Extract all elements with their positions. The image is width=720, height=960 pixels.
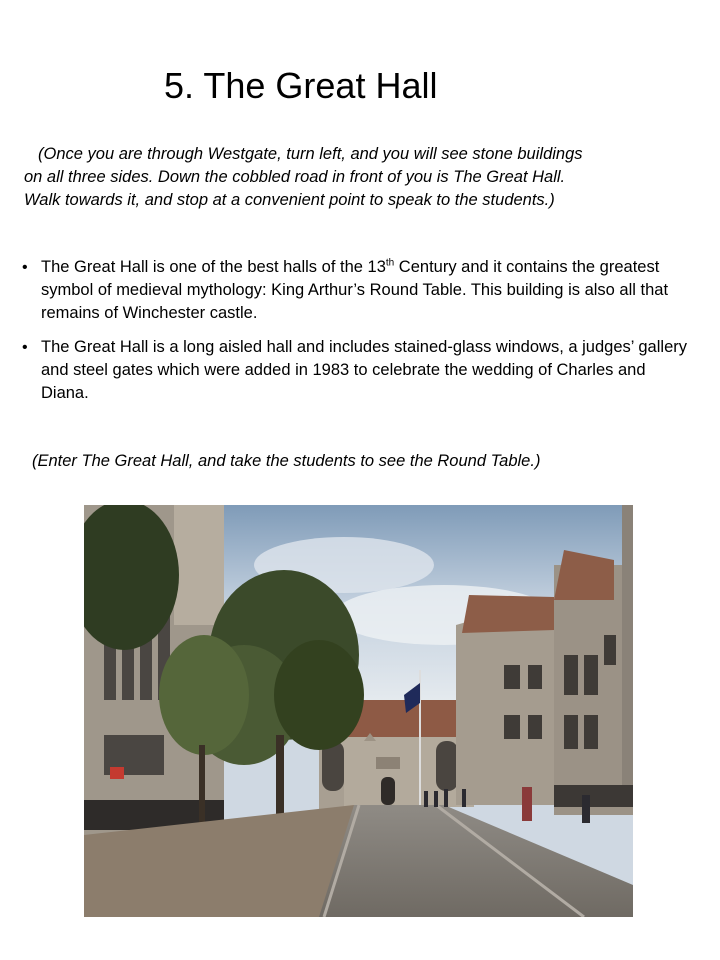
- direction-note: (Enter The Great Hall, and take the students to see the Round Table.): [32, 452, 541, 470]
- list-item: [22, 336, 694, 405]
- bullet-icon: •: [22, 339, 28, 356]
- great-hall-photo: [84, 505, 633, 917]
- photo-illustration: [84, 505, 633, 917]
- fact-text-part-1: The Great Hall is one of the best halls of the 13: [41, 258, 386, 276]
- ordinal-suffix: th: [385, 257, 395, 269]
- list-item: [22, 256, 694, 325]
- window: [436, 741, 458, 791]
- bullet-icon: •: [22, 259, 28, 276]
- fact-text: The Great Hall is a long aisled hall and includes stained-glass windows, a judges’ gallery and steel gates which were added in 1983 to celebrate the wedding of Charles and Diana.: [41, 338, 687, 402]
- page-title: 5. The Great Hall: [164, 65, 438, 106]
- intro-line-3: Walk towards it, and stop at a convenient point to speak to the students.): [24, 191, 555, 209]
- door: [381, 777, 395, 805]
- intro-line-2: on all three sides. Down the cobbled road in front of you is The Great Hall.: [24, 168, 566, 186]
- intro-line-1: (Once you are through Westgate, turn left, and you will see stone buildings: [38, 145, 583, 163]
- fact-text-part-2: Century and it contains the greatest symbol of medieval mythology: King Arthur’s Round Table. This building is also all that remains of Winchester castle.: [41, 258, 669, 322]
- fact-list: [22, 256, 694, 416]
- intro-instruction: [24, 143, 694, 212]
